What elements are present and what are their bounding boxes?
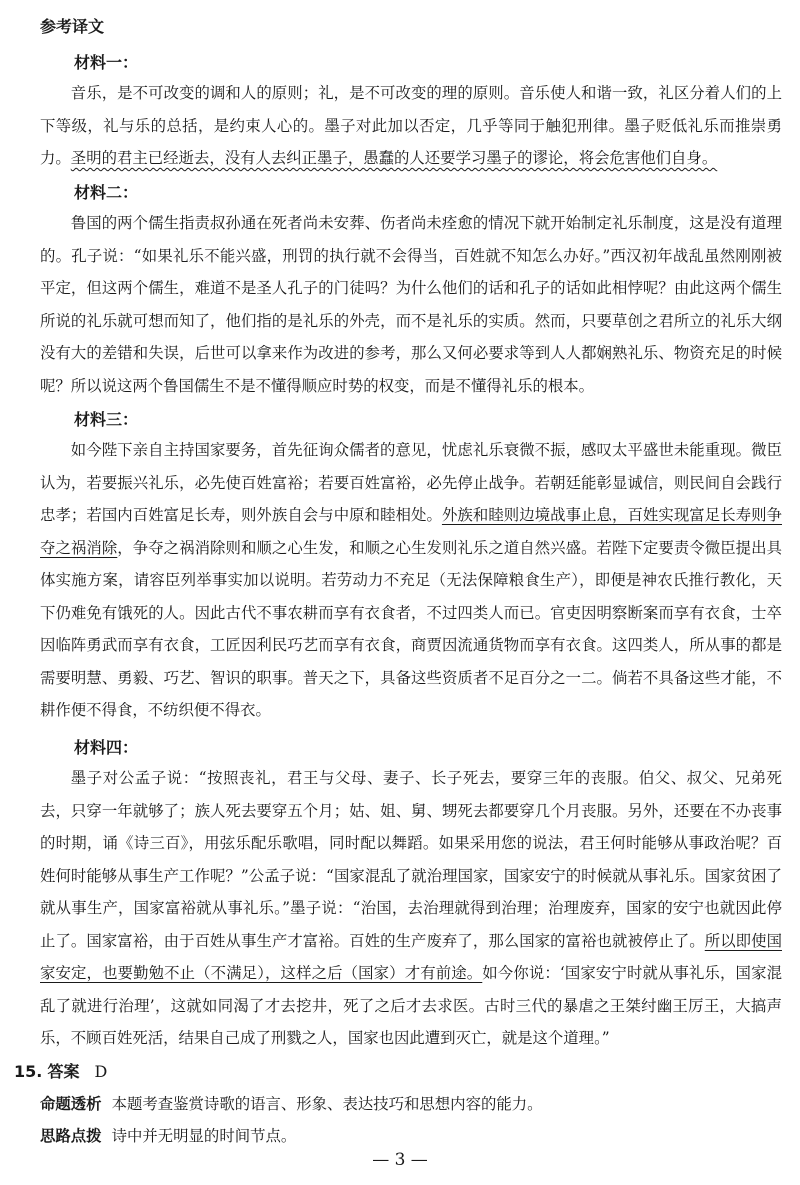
material-1-wavy-underline: 圣明的君主已经逝去，没有人去纠正墨子，愚蠢的人还要学习墨子的谬论，将会危害他们自身。 bbox=[70, 149, 718, 167]
answer-label: 答案 bbox=[47, 1062, 80, 1081]
material-3-title: 材料三： bbox=[74, 410, 139, 429]
analysis-text: 本题考查鉴赏诗歌的语言、形象、表达技巧和思想内容的能力。 bbox=[111, 1095, 543, 1113]
material-3-body-end: ，争夺之祸消除则和顺之心生发，和顺之心生发则礼乐之道自然兴盛。若陛下定要责令微臣提出具体实施方案，请容臣列举事实加以说明。若劳动力不充足（无法保障粮食生产），即便是神农氏推行教化，天下仍难免有饿死的人。因此古代不事农耕而享有衣食者，不过四类人而已。官吏因明察断案而享有衣食，士卒因临阵勇武而享有衣食，工匠因利民巧艺而享有衣食，商贾因流通货物而享有衣食。这四类人，所从事的都是需要明慧、勇毅、巧艺、智识的职事。普天之下，具备这些资质者不足百分之一二。倘若不具备这些才能，不耕作便不得食，不纺织便不得衣。 bbox=[40, 538, 782, 719]
analysis-row bbox=[40, 1092, 543, 1114]
material-2-body: 鲁国的两个儒生指责叔孙通在死者尚未安葬、伤者尚未痊愈的情况下就开始制定礼乐制度，这是没有道理的。孔子说：“如果礼乐不能兴盛，刑罚的执行就不会得当，百姓就不知怎么办好。”西汉初年战乱虽然刚刚被平定，但这两个儒生，难道不是圣人孔子的门徒吗？为什么他们的话和孔子的话如此相悖呢？由此这两个儒生所说的礼乐就可想而知了，他们指的是礼乐的外壳，而不是礼乐的实质。然而，只要草创之君所立的礼乐大纲没有大的差错和失误，后世可以拿来作为改进的参考，那么又何必要求等到人人都娴熟礼乐、物资充足的时候呢？所以说这两个鲁国儒生不是不懂得顺应时势的权变，而是不懂得礼乐的根本。 bbox=[40, 214, 782, 395]
hint-text: 诗中并无明显的时间节点。 bbox=[111, 1127, 297, 1145]
material-1-text bbox=[40, 77, 782, 175]
question-15-answer bbox=[14, 1059, 107, 1082]
material-3-text bbox=[40, 434, 782, 727]
material-4-title: 材料四： bbox=[74, 738, 139, 757]
page-number: — 3 — bbox=[372, 1150, 428, 1170]
material-3-body-start: 如今陛下亲自主持国家要务，首先征询众儒者的意见，忧虑礼乐衰微不振，感叹太平盛世未能重现。微臣认为，若要振兴礼乐，必先使百姓富裕；若要百姓富裕，必先停止战争。若朝廷能彰显诚信，则民间自会践行忠孝；若国内百姓富足长寿，则外族自会与中原和睦相处。 bbox=[40, 441, 782, 524]
material-2-title: 材料二： bbox=[74, 183, 139, 202]
material-3-underline: 外族和睦则边境战事止息，百姓实现富足长寿则争夺之祸消除 bbox=[40, 506, 782, 557]
analysis-label: 命题透析 bbox=[40, 1095, 102, 1113]
material-4-text bbox=[40, 762, 782, 1055]
section-heading: 参考译文 bbox=[40, 17, 105, 36]
answer-value: D bbox=[94, 1062, 108, 1081]
question-number: 15. bbox=[14, 1062, 43, 1081]
material-4-underline: 所以即使国家安定，也要勤勉不止（不满足），这样之后（国家）才有前途。 bbox=[40, 931, 782, 982]
material-1-body: 音乐，是不可改变的调和人的原则；礼，是不可改变的理的原则。音乐使人和谐一致，礼区分着人们的上下等级，礼与乐的总括，是约束人心的。墨子对此加以否定，几乎等同于触犯刑律。墨子贬低礼乐而推崇勇力。 bbox=[40, 84, 782, 167]
material-4-body-end: 如今你说：‘国家安宁时就从事礼乐，国家混乱了就进行治理’，这就如同渴了才去挖井，死了之后才去求医。古时三代的暴虐之王桀纣幽王厉王，大搞声乐，不顾百姓死活，结果自己成了刑戮之人，国家也因此遭到灭亡，就是这个道理。” bbox=[40, 964, 782, 1047]
material-1-title: 材料一： bbox=[74, 53, 139, 72]
hint-label: 思路点拨 bbox=[40, 1127, 102, 1145]
material-4-body-start: 墨子对公孟子说：“按照丧礼，君王与父母、妻子、长子死去，要穿三年的丧服。伯父、叔父、兄弟死去，只穿一年就够了；族人死去要穿五个月；姑、姐、舅、甥死去都要穿几个月丧服。另外，还要在不办丧事的时期，诵《诗三百》，用弦乐配乐歌唱，同时配以舞蹈。如果采用您的说法，君王何时能够从事政治呢？百姓何时能够从事生产工作呢？”公孟子说：“国家混乱了就治理国家，国家安宁的时候就从事礼乐。国家贫困了就从事生产，国家富裕就从事礼乐。”墨子说：“治国，去治理就得到治理；治理废弃，国家的安宁也就因此停止了。国家富裕，由于百姓从事生产才富裕。百姓的生产废弃了，那么国家的富裕也就被停止了。 bbox=[40, 769, 782, 950]
hint-row bbox=[40, 1124, 296, 1146]
material-2-text bbox=[40, 207, 782, 402]
